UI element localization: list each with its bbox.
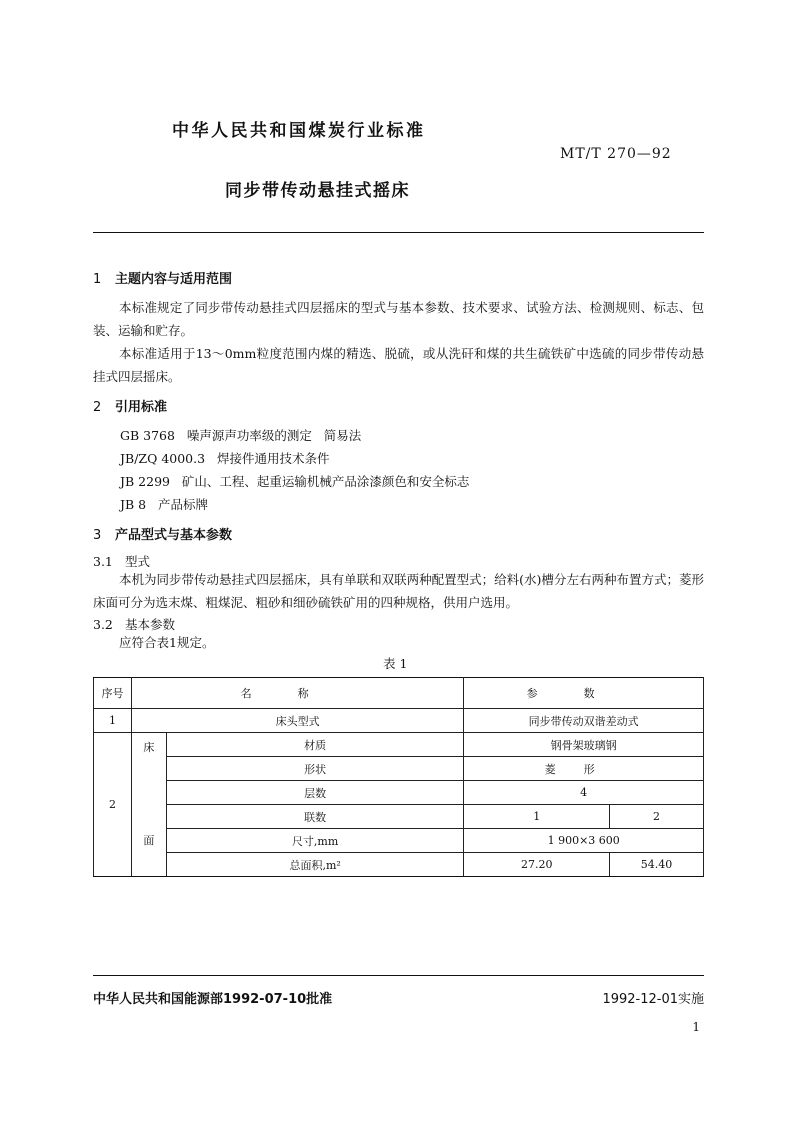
cell-name: 总面积,m² bbox=[166, 853, 463, 877]
cell-name: 联数 bbox=[166, 805, 463, 829]
section-3-number: 3 bbox=[93, 528, 102, 543]
section-1-title: 主题内容与适用范围 bbox=[115, 272, 233, 287]
table-row bbox=[94, 733, 704, 757]
section-2-title: 引用标准 bbox=[115, 400, 168, 415]
table-row bbox=[94, 757, 704, 781]
cell-name: 层数 bbox=[166, 781, 463, 805]
cell-value: 1 900×3 600 bbox=[464, 829, 704, 853]
cell-name: 形状 bbox=[166, 757, 463, 781]
table-row bbox=[94, 709, 704, 733]
section-2-number: 2 bbox=[93, 400, 102, 415]
section-3-title: 产品型式与基本参数 bbox=[115, 528, 233, 543]
cell-name: 尺寸,mm bbox=[166, 829, 463, 853]
header-param: 参数 bbox=[464, 678, 704, 709]
reference-item: JB 8 产品标牌 bbox=[120, 497, 209, 512]
subsection-3-1-title: 型式 bbox=[125, 554, 151, 569]
org-title: 中华人民共和国煤炭行业标准 bbox=[172, 121, 426, 141]
cell-no: 1 bbox=[94, 709, 132, 733]
approval-text: 中华人民共和国能源部1992-07-10批准 bbox=[93, 992, 333, 1007]
subsection-3-1-number: 3.1 bbox=[93, 554, 113, 569]
page-number: 1 bbox=[692, 1020, 700, 1034]
subsection-3-2-title: 基本参数 bbox=[125, 617, 176, 632]
section-1-paragraph-2: 本标准适用于13～0mm粒度范围内煤的精选、脱硫，或从洗矸和煤的共生硫铁矿中选硫的同步带传动悬挂式四层摇床。 bbox=[93, 346, 704, 384]
reference-item: JB 2299 矿山、工程、起重运输机械产品涂漆颜色和安全标志 bbox=[120, 474, 470, 489]
cell-value: 54.40 bbox=[610, 853, 704, 877]
parameter-table bbox=[93, 677, 704, 877]
section-3-heading bbox=[93, 524, 232, 543]
subsection-3-2-paragraph: 应符合表1规定。 bbox=[119, 635, 215, 650]
table-row bbox=[94, 781, 704, 805]
table-caption: 表 1 bbox=[383, 656, 408, 671]
standard-number: MT/T 270—92 bbox=[560, 146, 672, 162]
standard-title: 同步带传动悬挂式摇床 bbox=[225, 181, 410, 201]
cell-name: 床头型式 bbox=[131, 709, 463, 733]
section-1-number: 1 bbox=[93, 272, 102, 287]
cell-value: 2 bbox=[610, 805, 704, 829]
table-row bbox=[94, 805, 704, 829]
cell-value: 菱形 bbox=[464, 757, 704, 781]
section-2-heading bbox=[93, 396, 167, 415]
header-divider bbox=[93, 232, 704, 233]
cell-value: 27.20 bbox=[464, 853, 610, 877]
table-row bbox=[94, 829, 704, 853]
subsection-3-1-paragraph: 本机为同步带传动悬挂式四层摇床，具有单联和双联两种配置型式；给料(水)槽分左右两种布置方式；菱形床面可分为选末煤、粗煤泥、粗砂和细砂硫铁矿用的四种规格，供用户选用。 bbox=[93, 572, 704, 610]
footer-divider bbox=[93, 975, 704, 976]
cell-value: 同步带传动双谐差动式 bbox=[464, 709, 704, 733]
cell-value: 1 bbox=[464, 805, 610, 829]
reference-item: JB/ZQ 4000.3 焊接件通用技术条件 bbox=[120, 451, 330, 466]
cell-value: 4 bbox=[464, 781, 704, 805]
table-row bbox=[94, 853, 704, 877]
cell-value: 钢骨架玻璃钢 bbox=[464, 733, 704, 757]
table-header-row bbox=[94, 678, 704, 709]
subsection-3-2-number: 3.2 bbox=[93, 617, 113, 632]
section-1-paragraph-1: 本标准规定了同步带传动悬挂式四层摇床的型式与基本参数、技术要求、试验方法、检测规则、标志、包装、运输和贮存。 bbox=[93, 300, 704, 338]
cell-no: 2 bbox=[94, 733, 132, 877]
reference-item: GB 3768 噪声源声功率级的测定 简易法 bbox=[120, 428, 362, 443]
cell-group-top: 床 bbox=[131, 733, 166, 805]
cell-group-bottom: 面 bbox=[131, 805, 166, 877]
header-no: 序号 bbox=[94, 678, 132, 709]
header-name: 名称 bbox=[131, 678, 463, 709]
cell-name: 材质 bbox=[166, 733, 463, 757]
section-1-heading bbox=[93, 268, 232, 287]
implementation-date: 1992-12-01实施 bbox=[602, 992, 704, 1007]
